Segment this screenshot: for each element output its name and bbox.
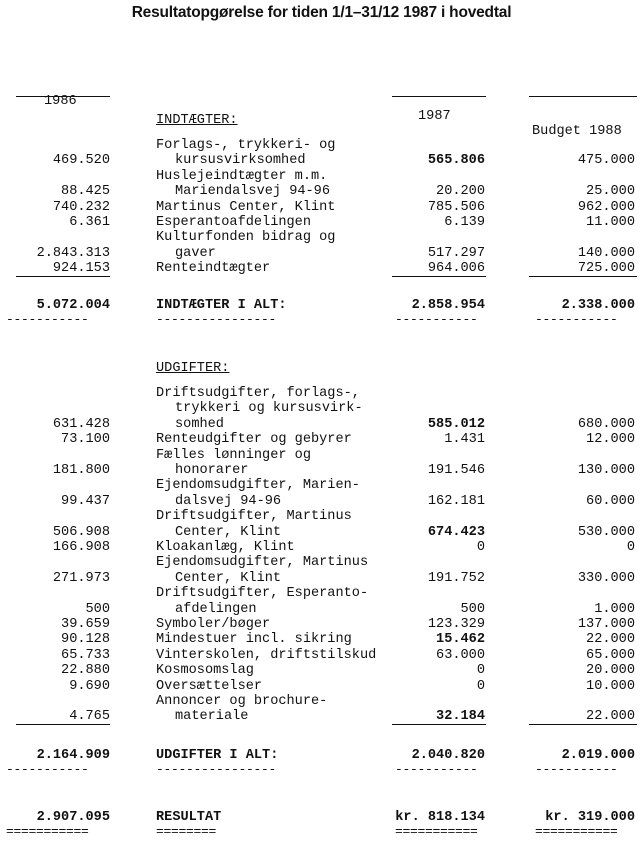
result-1987: kr. 818.134: [395, 810, 485, 825]
expenses-heading: UDGIFTER:: [156, 361, 230, 376]
expenses-total-1986: 2.164.909: [36, 748, 110, 763]
income-value-1986: 740.232: [52, 199, 110, 215]
expenses-total-1987: 2.040.820: [411, 748, 485, 763]
expenses-value-1986: 39.659: [61, 617, 110, 632]
income-row-description: Martinus Center, Klint: [156, 199, 336, 215]
income-heading: INDTÆGTER:: [156, 113, 238, 128]
expenses-total-budget: 2.019.000: [561, 748, 635, 763]
expenses-row-description: Ejendomsudgifter, Martinus: [156, 555, 369, 571]
income-value-1987: 964.006: [427, 261, 485, 277]
expenses-row-description: dalsvej 94-96: [175, 493, 282, 509]
expenses-value-budget: 0: [626, 540, 635, 555]
result-doubles-label: ========: [156, 824, 217, 839]
header-budget-1988: Budget 1988: [532, 124, 622, 139]
expenses-value-1987: 162.181: [427, 493, 485, 509]
income-row-line: [0, 246, 643, 262]
expenses-total-label: UDGIFTER I ALT:: [156, 748, 279, 763]
income-total-label: INDTÆGTER I ALT:: [156, 298, 287, 313]
header-rule-1987: [392, 96, 486, 97]
result-doubles-budget: ===========: [535, 824, 618, 839]
expenses-row-description: Ejendomsudgifter, Marien-: [156, 478, 360, 494]
expenses-row-description: Renteudgifter og gebyrer: [156, 432, 352, 448]
expenses-value-1987: 15.462: [436, 632, 485, 648]
income-rule-budget: [529, 276, 637, 277]
income-row-description: kursusvirksomhed: [175, 153, 306, 169]
header-1986: 1986: [44, 94, 77, 109]
expenses-value-1986: 65.733: [61, 647, 110, 663]
income-row-description: Kulturfonden bidrag og: [156, 230, 336, 246]
expenses-value-1986: 181.800: [52, 463, 110, 478]
expenses-row-description: honorarer: [175, 463, 249, 478]
expenses-row-description: trykkeri og kursusvirk-: [175, 401, 363, 417]
income-rule-1987: [392, 276, 486, 277]
income-value-1986: 469.520: [52, 153, 110, 169]
expenses-value-budget: 22.000: [586, 632, 635, 648]
expenses-value-budget: 137.000: [577, 617, 635, 632]
income-row-line: [0, 138, 643, 154]
expenses-row-description: Kosmosomslag: [156, 663, 254, 679]
expenses-row-line: [0, 632, 643, 648]
expenses-row-description: Center, Klint: [175, 524, 282, 540]
expenses-row-description: Driftsudgifter, Esperanto-: [156, 586, 369, 602]
expenses-dashes-label: ----------------: [156, 762, 277, 777]
expenses-row-line: [0, 478, 643, 494]
expenses-row-line: [0, 509, 643, 525]
expenses-value-1987: 191.752: [427, 570, 485, 586]
income-value-1987: 517.297: [427, 245, 485, 261]
income-value-1987: 565.806: [427, 153, 485, 169]
expenses-value-1986: 99.437: [61, 493, 110, 509]
expenses-row-line: [0, 555, 643, 571]
expenses-value-budget: 10.000: [586, 678, 635, 694]
income-row-description: Esperantoafdelingen: [156, 215, 311, 230]
income-value-budget: 725.000: [577, 261, 635, 277]
income-value-budget: 475.000: [577, 153, 635, 169]
expenses-value-1987: 500: [460, 601, 485, 617]
income-row-line: [0, 230, 643, 246]
result-label: RESULTAT: [156, 810, 222, 825]
expenses-value-1987: 63.000: [436, 647, 485, 663]
expenses-value-budget: 1.000: [594, 601, 635, 617]
expenses-value-1986: 500: [85, 601, 110, 617]
expenses-value-1987: 191.546: [427, 463, 485, 478]
expenses-value-budget: 22.000: [586, 709, 635, 725]
expenses-row-description: afdelingen: [175, 601, 257, 617]
expenses-value-1986: 90.128: [61, 632, 110, 648]
income-row-line: [0, 215, 643, 231]
expenses-row-description: materiale: [175, 709, 249, 725]
income-total-1987: 2.858.954: [411, 298, 485, 313]
income-value-budget: 962.000: [577, 199, 635, 215]
expenses-row-description: Oversættelser: [156, 678, 263, 694]
expenses-row-line: [0, 386, 643, 402]
income-value-budget: 140.000: [577, 245, 635, 261]
income-value-1987: 785.506: [427, 199, 485, 215]
expenses-value-budget: 65.000: [586, 647, 635, 663]
header-1987: 1987: [418, 109, 451, 124]
result-budget: kr. 319.000: [545, 810, 635, 825]
expenses-row-line: [0, 694, 643, 710]
expenses-row-line: [0, 540, 643, 556]
expenses-row-line: [0, 448, 643, 464]
expenses-row-description: somhed: [175, 416, 224, 432]
expenses-row-line: [0, 586, 643, 602]
income-row-description: Mariendalsvej 94-96: [175, 184, 330, 200]
expenses-row-description: Vinterskolen, driftstilskud: [156, 647, 377, 663]
expenses-row-line: [0, 463, 643, 479]
expenses-value-budget: 130.000: [577, 463, 635, 478]
expenses-rule-1986: [16, 724, 110, 725]
income-value-1987: 6.139: [444, 215, 485, 230]
income-value-1986: 924.153: [52, 261, 110, 277]
expenses-row-line: [0, 494, 643, 510]
income-row-description: Huslejeindtægter m.m.: [156, 168, 328, 184]
income-total-budget: 2.338.000: [561, 298, 635, 313]
column-headers: [0, 79, 643, 139]
expenses-row-line: [0, 648, 643, 664]
expenses-row-line: [0, 401, 643, 417]
expenses-row-description: Driftsudgifter, forlags-,: [156, 386, 360, 401]
expenses-value-budget: 530.000: [577, 524, 635, 540]
income-dashes-1987: -----------: [395, 312, 478, 327]
expenses-row-line: [0, 617, 643, 633]
income-heading-row: [0, 113, 643, 129]
expenses-value-budget: 12.000: [586, 432, 635, 448]
income-value-budget: 11.000: [586, 215, 635, 230]
income-row-description: Forlags-, trykkeri- og: [156, 138, 336, 153]
expenses-value-1987: 0: [476, 678, 485, 694]
expenses-row-description: Driftsudgifter, Martinus: [156, 509, 352, 525]
expenses-value-1987: 1.431: [444, 432, 485, 448]
income-row-line: [0, 184, 643, 200]
income-value-1986: 6.361: [69, 215, 110, 230]
income-value-1987: 20.200: [436, 184, 485, 200]
expenses-value-budget: 330.000: [577, 570, 635, 586]
income-value-1986: 2.843.313: [36, 245, 110, 261]
expenses-rule-budget: [529, 724, 637, 725]
expenses-row-description: Fælles lønninger og: [156, 447, 311, 463]
expenses-value-1986: 506.908: [52, 524, 110, 540]
result-doubles-1986: ===========: [6, 824, 89, 839]
expenses-value-1986: 4.765: [69, 709, 110, 725]
page-title: Resultatopgørelse for tiden 1/1–31/12 1987 i hovedtal: [131, 4, 512, 21]
expenses-value-1986: 9.690: [69, 678, 110, 694]
income-row-line: [0, 200, 643, 216]
expenses-dashes-1986: -----------: [6, 762, 89, 777]
expenses-row-line: [0, 571, 643, 587]
result-1986: 2.907.095: [36, 810, 110, 825]
expenses-row-description: Kloakanlæg, Klint: [156, 540, 295, 555]
expenses-value-1987: 674.423: [427, 524, 485, 540]
expenses-dashes-budget: -----------: [535, 762, 618, 777]
expenses-value-1987: 585.012: [427, 416, 485, 432]
expenses-value-budget: 680.000: [577, 416, 635, 432]
expenses-row-line: [0, 432, 643, 448]
header-rule-1986: [16, 96, 110, 97]
expenses-rule-1987: [392, 724, 486, 725]
expenses-value-1986: 271.973: [52, 570, 110, 586]
expenses-value-budget: 60.000: [586, 493, 635, 509]
expenses-row-description: Annoncer og brochure-: [156, 694, 328, 709]
expenses-heading-row: [0, 361, 643, 377]
expenses-row-line: [0, 663, 643, 679]
income-value-1986: 88.425: [61, 184, 110, 200]
expenses-row-line: [0, 417, 643, 433]
income-value-budget: 25.000: [586, 184, 635, 200]
expenses-value-1986: 166.908: [52, 540, 110, 555]
expenses-value-1987: 123.329: [427, 617, 485, 632]
expenses-value-1987: 0: [476, 540, 485, 555]
result-doubles-1987: ===========: [395, 824, 478, 839]
income-row-line: [0, 169, 643, 185]
expenses-value-1987: 32.184: [436, 709, 485, 725]
expenses-row-description: Symboler/bøger: [156, 617, 271, 632]
expenses-row-line: [0, 602, 643, 618]
income-rule-1986: [16, 276, 110, 277]
income-dashes-label: ----------------: [156, 312, 277, 327]
expenses-row-line: [0, 679, 643, 695]
expenses-row-description: Mindestuer incl. sikring: [156, 632, 352, 648]
income-dashes-1986: -----------: [6, 312, 89, 327]
expenses-value-budget: 20.000: [586, 663, 635, 679]
income-row-line: [0, 153, 643, 169]
expenses-value-1986: 73.100: [61, 432, 110, 448]
expenses-row-line: [0, 525, 643, 541]
income-row-description: gaver: [175, 245, 216, 261]
expenses-row-description: Center, Klint: [175, 570, 282, 586]
header-rule-budget: [529, 96, 637, 97]
expenses-value-1986: 22.880: [61, 663, 110, 679]
income-dashes-budget: -----------: [535, 312, 618, 327]
expenses-value-1987: 0: [476, 663, 485, 679]
expenses-value-1986: 631.428: [52, 416, 110, 432]
income-row-description: Renteindtægter: [156, 261, 271, 277]
expenses-dashes-1987: -----------: [395, 762, 478, 777]
income-total-1986: 5.072.004: [36, 298, 110, 313]
